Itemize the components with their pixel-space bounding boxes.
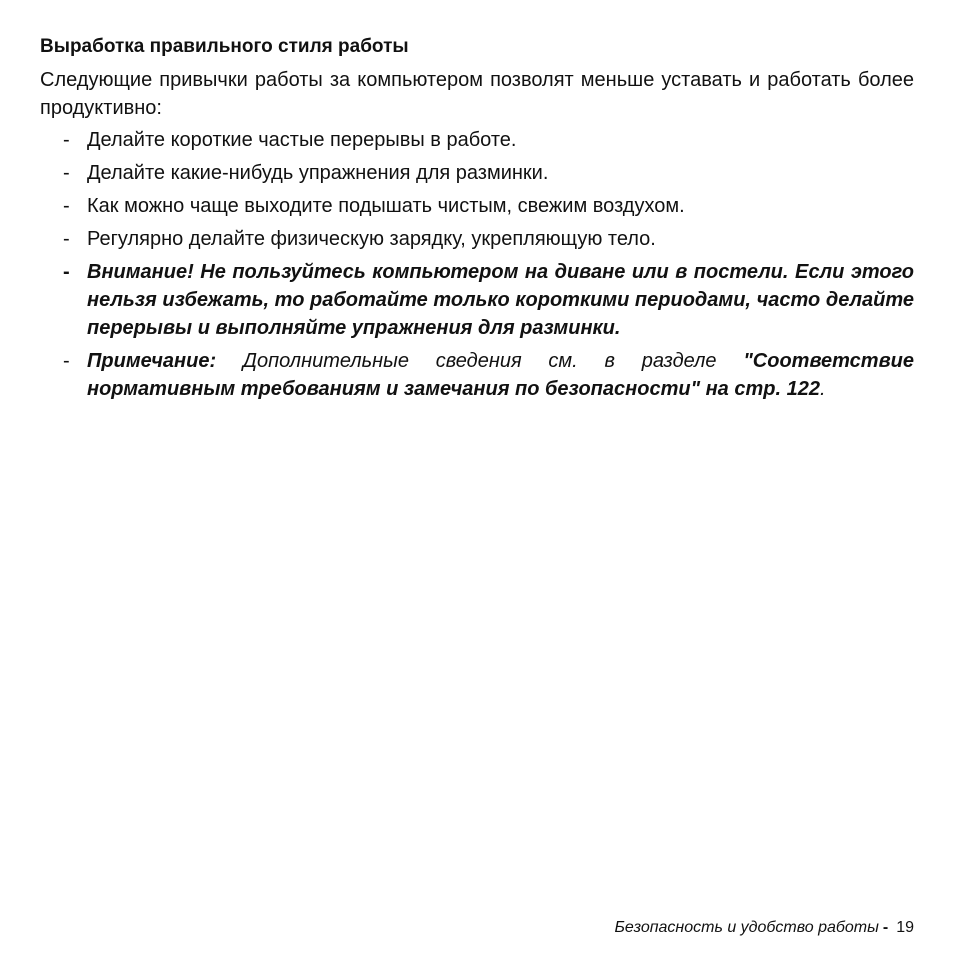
page-number: 19 [896,919,914,936]
bullet-dash: - [63,350,70,372]
document-page [40,34,914,408]
list-item-text: Регулярно делайте физическую зарядку, укрепляющую тело. [87,228,656,250]
page-footer [614,917,914,939]
bullet-dash: - [63,195,70,217]
tips-list [40,126,914,403]
list-item [40,126,914,154]
note-text-block [87,347,914,403]
footer-separator: - [882,919,889,936]
bullet-dash: - [63,228,70,250]
note-label: Примечание: [87,350,217,372]
warning-item [40,258,914,342]
list-item [40,192,914,220]
warning-text: Внимание! Не пользуйтесь компьютером на диване или в постели. Если этого нельзя избежать, то работайте только короткими периодами, часто делайте перерывы и выполняйте упражнения для разминки. [87,261,914,339]
list-item-text: Делайте короткие частые перерывы в работе. [87,129,517,151]
note-item [40,347,914,403]
note-end: . [819,378,826,400]
note-reference-link[interactable]: "Соответствие нормативным требованиям и замечания по безопасности" на стр. 122 [87,350,915,400]
note-text: Дополнительные сведения см. в разделе [242,350,717,372]
list-item-text: Как можно чаще выходите подышать чистым, свежим воздухом. [87,195,685,217]
intro-paragraph: Следующие привычки работы за компьютером позволят меньше уставать и работать более продуктивно: [40,69,914,119]
list-item-text: Делайте какие-нибудь упражнения для разминки. [87,162,549,184]
bullet-dash: - [63,162,70,184]
footer-section-name: Безопасность и удобство работы [614,919,879,936]
section-heading: Выработка правильного стиля работы [40,36,409,57]
bullet-dash: - [63,129,70,151]
list-item [40,225,914,253]
bullet-dash: - [63,261,70,283]
list-item [40,159,914,187]
